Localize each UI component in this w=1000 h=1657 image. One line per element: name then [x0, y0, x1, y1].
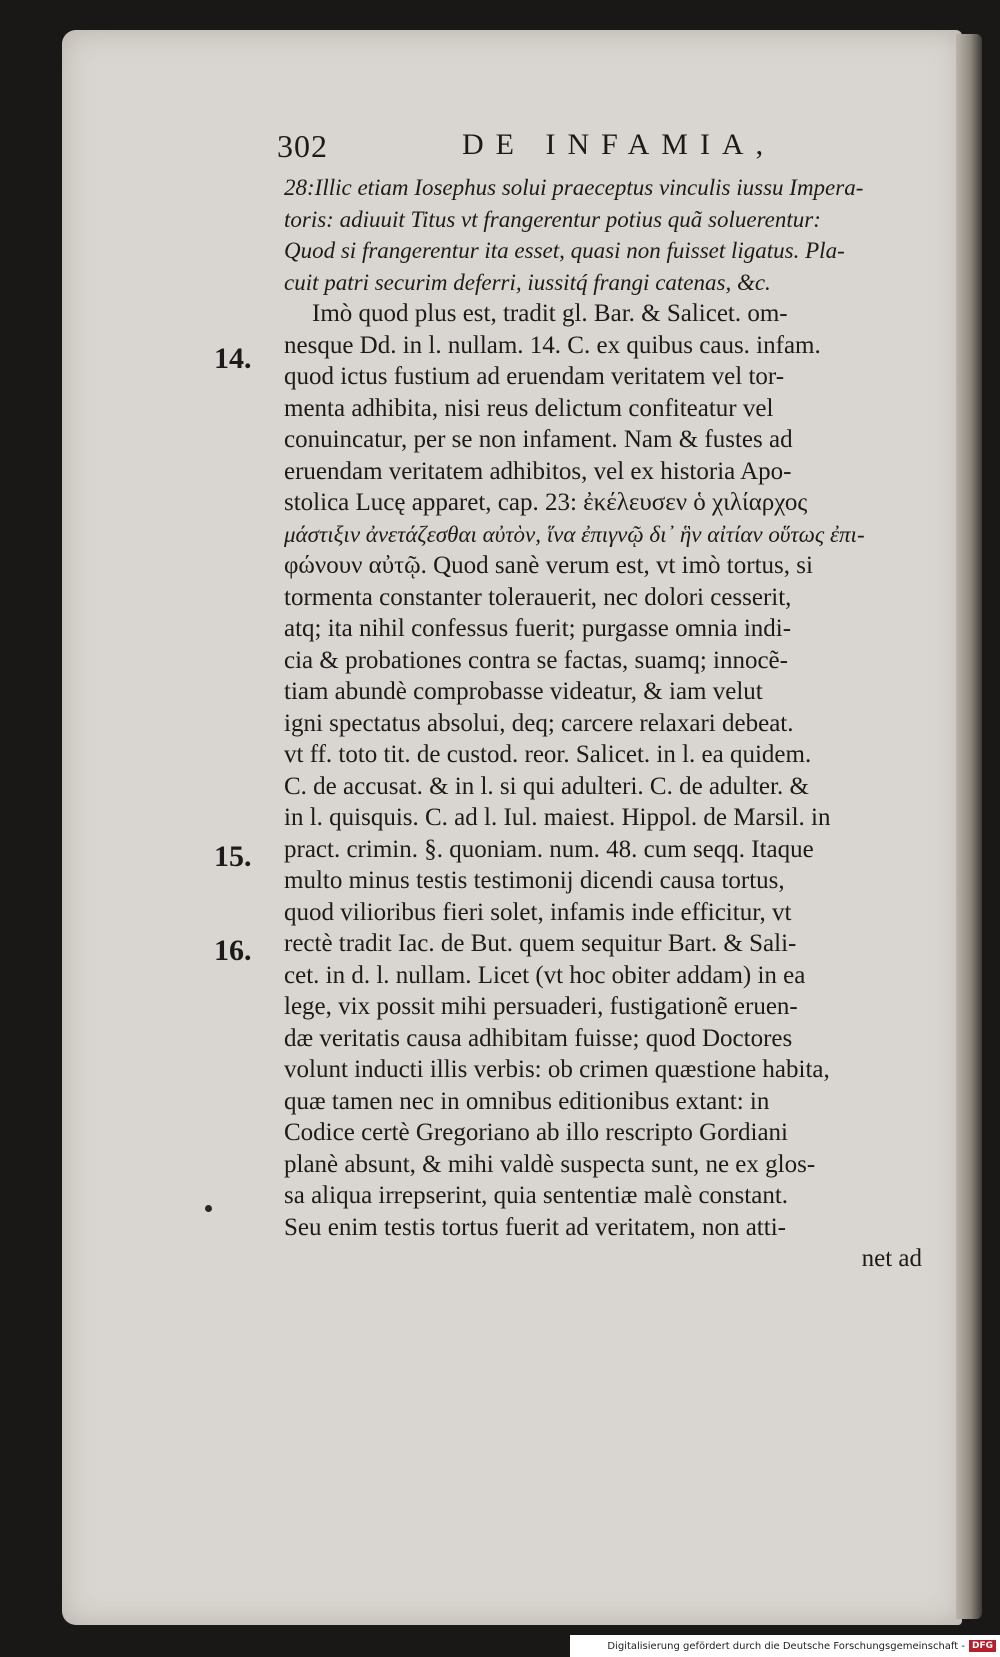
text-line: toris: adiuuit Titus vt frangerentur potius quã soluerentur:	[284, 206, 821, 232]
text-line: Quod si frangerentur ita esset, quasi non fuisset ligatus. Pla-	[284, 238, 845, 263]
text-line: sa aliqua irrepserint, quia sententiæ malè constant.	[284, 1182, 789, 1209]
text-line: stolica Lucę apparet, cap. 23: ἐκέλευσεν ὁ χιλίαρχος	[284, 489, 808, 516]
text-block	[222, 128, 962, 1275]
margin-number: 15.	[214, 840, 252, 873]
text-line: lege, vix possit mihi persuaderi, fustigationẽ eruen-	[284, 993, 798, 1020]
text-line: pract. crimin. §. quoniam. num. 48. cum seqq. Itaque	[284, 835, 814, 863]
text-line: conuincatur, per se non infament. Nam & fustes ad	[284, 426, 793, 453]
margin-number: 16.	[214, 934, 252, 967]
body-text	[222, 172, 962, 1275]
margin-number: 14.	[214, 342, 252, 375]
text-line: tiam abundè comprobasse videatur, & iam velut	[284, 678, 763, 705]
footer-credit: Digitalisierung gefördert durch die Deutsche Forschungsgemeinschaft -	[607, 1640, 965, 1652]
text-line: cia & probationes contra se factas, suamq; innocẽ-	[284, 646, 788, 674]
text-line: menta adhibita, nisi reus delictum confiteatur vel	[284, 394, 774, 422]
dfg-logo: DFG	[969, 1640, 996, 1652]
text-line: multo minus testis testimonij dicendi causa tortus,	[284, 867, 785, 894]
text-line: quæ tamen nec in omnibus editionibus extant: in	[284, 1087, 770, 1115]
text-line: planè absunt, & mihi valdè suspecta sunt, ne ex glos-	[284, 1150, 816, 1178]
running-title: DE INFAMIA,	[462, 128, 776, 161]
text-line: quod ictus fustium ad eruendam veritatem vel tor-	[284, 363, 785, 390]
text-line: quod vilioribus fieri solet, infamis inde efficitur, vt	[284, 898, 792, 926]
text-line: Seu enim testis tortus fuerit ad veritatem, non atti-	[284, 1213, 786, 1241]
margin-dot	[205, 1205, 212, 1212]
text-line: vt ff. toto tit. de custod. reor. Salicet. in l. ea quidem.	[284, 741, 812, 768]
text-line: tormenta constanter tolerauerit, nec dolori cesserit,	[284, 583, 792, 611]
text-line: μάστιξιν ἀνετάζεσθαι αὐτὸν, ἵνα ἐπιγνῷ δι᾽ ἣν αἰτίαν οὕτως ἐπι-	[284, 521, 865, 547]
text-line: net ad	[861, 1245, 922, 1272]
text-line: rectè tradit Iac. de But. quem sequitur Bart. & Sali-	[284, 930, 797, 957]
page-header	[222, 128, 962, 172]
text-line: cuit patri securim deferri, iussitq́ frangi catenas, &c.	[284, 269, 771, 295]
text-line: 28:Illic etiam Iosephus solui praeceptus vinculis iussu Impera-	[284, 175, 864, 200]
text-line: nesque Dd. in l. nullam. 14. C. ex quibus caus. infam.	[284, 331, 821, 359]
text-line: C. de accusat. & in l. si qui adulteri. C. de adulter. &	[284, 772, 809, 800]
text-line: Codice certè Gregoriano ab illo rescripto Gordiani	[284, 1119, 788, 1146]
text-line: φώνουν αὐτῷ. Quod sanè verum est, vt imò tortus, si	[284, 552, 813, 579]
text-line: eruendam veritatem adhibitos, vel ex historia Apo-	[284, 457, 792, 485]
text-line: igni spectatus absolui, deq; carcere relaxari debeat.	[284, 709, 794, 737]
text-line: atq; ita nihil confessus fuerit; purgasse omnia indi-	[284, 615, 792, 642]
text-line: cet. in d. l. nullam. Licet (vt hoc obiter addam) in ea	[284, 961, 806, 989]
text-line: in l. quisquis. C. ad l. Iul. maiest. Hippol. de Marsil. in	[284, 804, 831, 831]
page-number: 302	[277, 128, 328, 164]
text-line: dæ veritatis causa adhibitam fuisse; quod Doctores	[284, 1024, 793, 1052]
footer-banner	[570, 1635, 1000, 1657]
text-line: Imò quod plus est, tradit gl. Bar. & Salicet. om-	[312, 300, 788, 327]
text-line: volunt inducti illis verbis: ob crimen quæstione habita,	[284, 1056, 830, 1083]
